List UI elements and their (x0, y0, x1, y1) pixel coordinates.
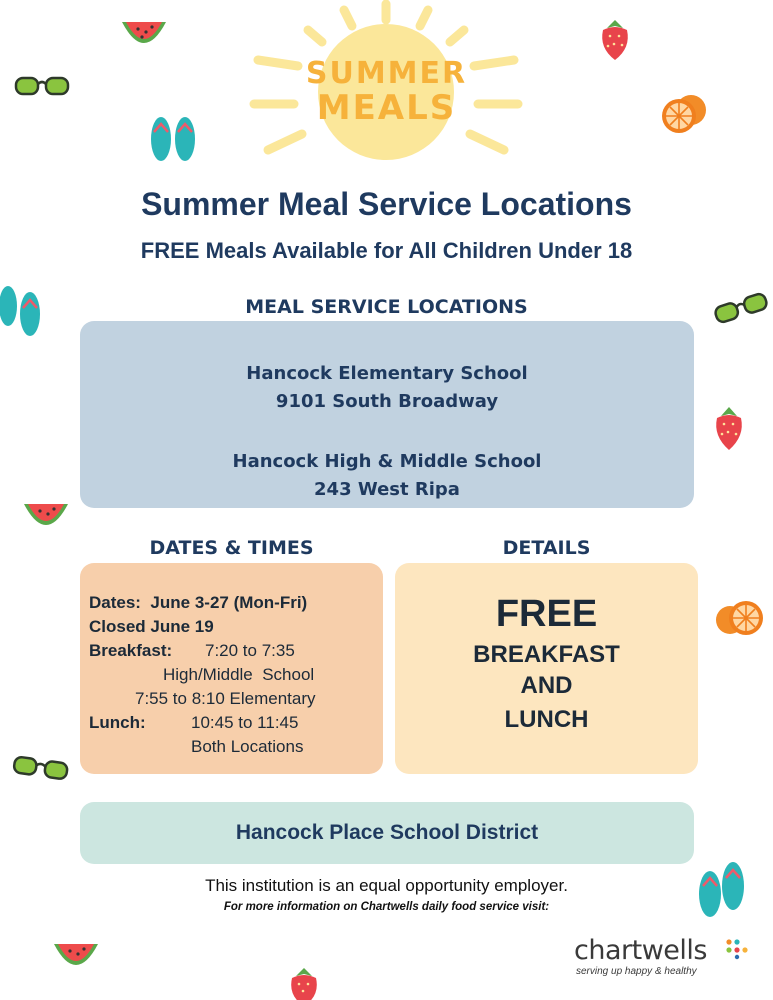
details-and: AND (520, 672, 573, 699)
page-title: Summer Meal Service Locations (141, 186, 632, 222)
breakfast-time-2: 7:55 to 8:10 Elementary (135, 689, 316, 708)
location-name: Hancock High & Middle School (232, 451, 542, 472)
breakfast-place-1: High/Middle School (163, 665, 315, 684)
breakfast-row (89, 641, 172, 661)
watermelon-icon (22, 500, 70, 534)
breakfast-time-1: 7:20 to 7:35 (205, 641, 295, 660)
details-free: FREE (495, 593, 598, 635)
watermelon-icon (120, 18, 168, 52)
chartwells-logo: chartwells (574, 935, 707, 966)
district-panel (80, 802, 694, 864)
strawberry-icon (711, 404, 747, 452)
orange-icon (712, 596, 768, 642)
logo-dots-icon (725, 938, 749, 960)
subtitle-free: FREE (140, 238, 200, 263)
dates-value: June 3-27 (Mon-Fri) (150, 593, 308, 612)
equal-opportunity-statement: This institution is an equal opportunity employer. (205, 876, 568, 895)
dates-times-heading: DATES & TIMES (149, 537, 314, 559)
dates-times-panel (80, 563, 383, 774)
locations-panel (80, 321, 694, 508)
banner-line-1: SUMMER (305, 56, 468, 91)
breakfast-label: Breakfast: (89, 641, 173, 660)
details-panel (395, 563, 698, 774)
chartwells-tagline: serving up happy & healthy (576, 966, 697, 977)
banner-line-2: MEALS (316, 88, 457, 128)
district-name: Hancock Place School District (235, 821, 539, 844)
dates-label: Dates: (89, 593, 141, 612)
details-lunch: LUNCH (504, 706, 589, 733)
dates-row (89, 593, 307, 613)
lunch-row (89, 713, 146, 733)
details-heading: DETAILS (502, 537, 591, 559)
closed-row (89, 617, 214, 637)
location-address: 243 West Ripa (314, 479, 460, 500)
lunch-time: 10:45 to 11:45 (191, 713, 299, 732)
closed-date: Closed June 19 (89, 617, 214, 636)
lunch-label: Lunch: (89, 713, 146, 732)
page-subtitle (0, 238, 773, 264)
details-breakfast: BREAKFAST (473, 641, 620, 668)
strawberry-icon (286, 966, 322, 1000)
subtitle-rest: Meals Available for All Children Under 18 (199, 238, 633, 263)
watermelon-icon (52, 940, 100, 974)
more-info-text: For more information on Chartwells daily food service visit: (223, 901, 550, 913)
sunglasses-icon (12, 752, 70, 786)
location-name: Hancock Elementary School (246, 363, 528, 384)
location-address: 9101 South Broadway (275, 391, 499, 412)
locations-heading: MEAL SERVICE LOCATIONS (245, 296, 528, 318)
lunch-place: Both Locations (191, 737, 304, 756)
